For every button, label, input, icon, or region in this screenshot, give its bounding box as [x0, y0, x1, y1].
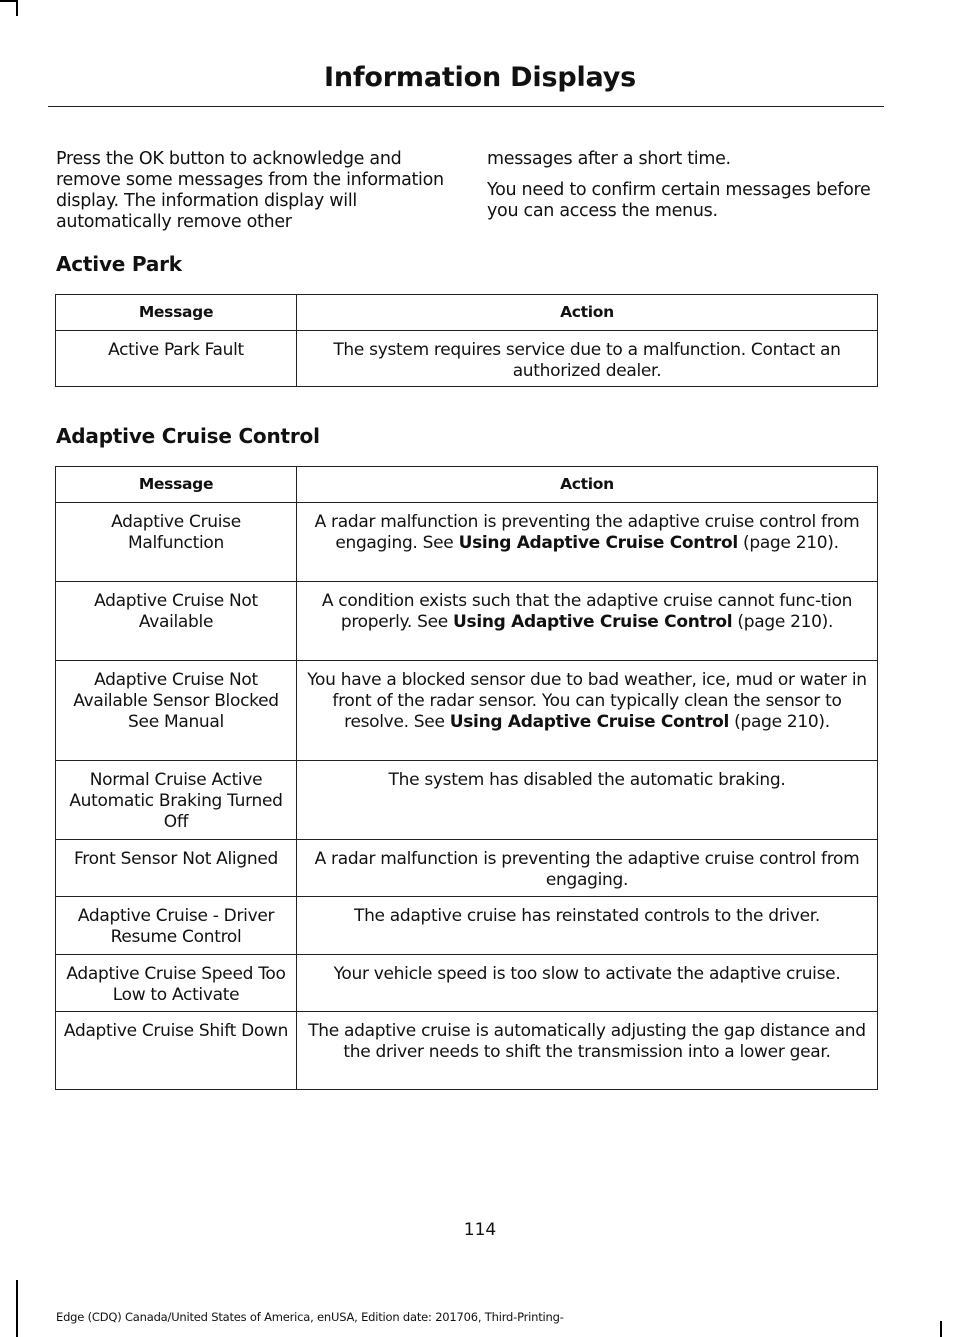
action-text: The system requires service due to a malfunction. Contact an authorized dealer. — [333, 340, 841, 381]
footer-text: Edge (CDQ) Canada/United States of America, enUSA, Edition date: 201706, Third-Printing- — [56, 1310, 564, 1324]
intro-right-column — [487, 149, 887, 232]
cross-reference-link[interactable]: Using Adaptive Cruise Control — [458, 533, 738, 553]
intro-paragraph: You need to confirm certain messages before you can access the menus. — [487, 180, 871, 221]
message-cell — [56, 761, 297, 840]
table-row — [56, 761, 878, 840]
crop-mark — [940, 1321, 942, 1337]
action-cell — [297, 1012, 878, 1090]
message-text: Adaptive Cruise - Driver Resume Control — [77, 906, 275, 947]
active-park-table — [55, 294, 878, 387]
action-text: The system has disabled the automatic braking. — [388, 770, 786, 790]
message-text: Active Park Fault — [108, 340, 244, 360]
action-cell — [297, 582, 878, 661]
intro-left-column — [56, 149, 456, 243]
message-column-header: Message — [56, 467, 297, 503]
action-cell — [297, 331, 878, 387]
action-text: You have a blocked sensor due to bad weather, ice, mud or water in front of the radar sensor. You can typically clean the sensor to resolve. See — [307, 670, 867, 732]
message-cell — [56, 897, 297, 955]
action-cell — [297, 840, 878, 897]
message-cell — [56, 661, 297, 761]
page-title: Information Displays — [324, 62, 636, 93]
section-title-active-park: Active Park — [56, 252, 182, 276]
intro-paragraph: messages after a short time. — [487, 149, 731, 169]
message-text: Adaptive Cruise Malfunction — [111, 512, 241, 553]
message-cell — [56, 582, 297, 661]
intro-paragraph: Press the OK button to acknowledge and remove some messages from the information display. The information display will automatically remove other — [56, 149, 444, 232]
message-column-header: Message — [56, 295, 297, 331]
action-cell — [297, 955, 878, 1012]
action-cell — [297, 503, 878, 582]
page-number: 114 — [463, 1220, 497, 1240]
table-row — [56, 897, 878, 955]
table-row — [56, 503, 878, 582]
cross-reference-link[interactable]: Using Adaptive Cruise Control — [449, 712, 730, 732]
action-cell — [297, 661, 878, 761]
action-cell — [297, 761, 878, 840]
table-row — [56, 582, 878, 661]
table-row — [56, 840, 878, 897]
table-header-row — [56, 295, 878, 331]
table-header-row — [56, 467, 878, 503]
action-text: A radar malfunction is preventing the adaptive cruise control from engaging. See — [314, 512, 860, 553]
page-reference: (page 210). — [732, 612, 834, 632]
message-cell — [56, 1012, 297, 1090]
action-text: A radar malfunction is preventing the adaptive cruise control from engaging. — [314, 849, 860, 890]
message-text: Adaptive Cruise Not Available Sensor Blocked See Manual — [73, 670, 279, 732]
message-cell — [56, 331, 297, 387]
crop-mark — [0, 0, 16, 2]
message-text: Adaptive Cruise Shift Down — [63, 1021, 289, 1041]
message-cell — [56, 955, 297, 1012]
cross-reference-link[interactable]: Using Adaptive Cruise Control — [453, 612, 733, 632]
header-divider — [48, 106, 884, 107]
page-reference: (page 210). — [729, 712, 830, 732]
crop-mark — [16, 0, 18, 16]
message-text: Adaptive Cruise Not Available — [94, 591, 258, 632]
message-cell — [56, 840, 297, 897]
action-text: Your vehicle speed is too slow to activate the adaptive cruise. — [333, 964, 841, 984]
table-row — [56, 661, 878, 761]
message-text: Front Sensor Not Aligned — [74, 849, 278, 869]
crop-mark — [16, 1280, 18, 1337]
table-row — [56, 1012, 878, 1090]
action-cell — [297, 897, 878, 955]
page-reference: (page 210). — [737, 533, 839, 553]
action-text: The adaptive cruise has reinstated controls to the driver. — [353, 906, 820, 926]
section-title-adaptive-cruise-control: Adaptive Cruise Control — [56, 424, 320, 448]
message-text: Normal Cruise Active Automatic Braking Turned Off — [69, 770, 283, 832]
action-text: A condition exists such that the adaptive cruise cannot func-tion properly. See — [321, 591, 853, 632]
adaptive-cruise-control-table — [55, 466, 878, 1090]
table-row — [56, 955, 878, 1012]
action-column-header: Action — [297, 467, 878, 503]
message-text: Adaptive Cruise Speed Too Low to Activate — [66, 964, 286, 1005]
action-column-header: Action — [297, 295, 878, 331]
action-text: The adaptive cruise is automatically adjusting the gap distance and the driver needs to shift the transmission into a lower gear. — [308, 1021, 866, 1062]
message-cell — [56, 503, 297, 582]
table-row — [56, 331, 878, 387]
